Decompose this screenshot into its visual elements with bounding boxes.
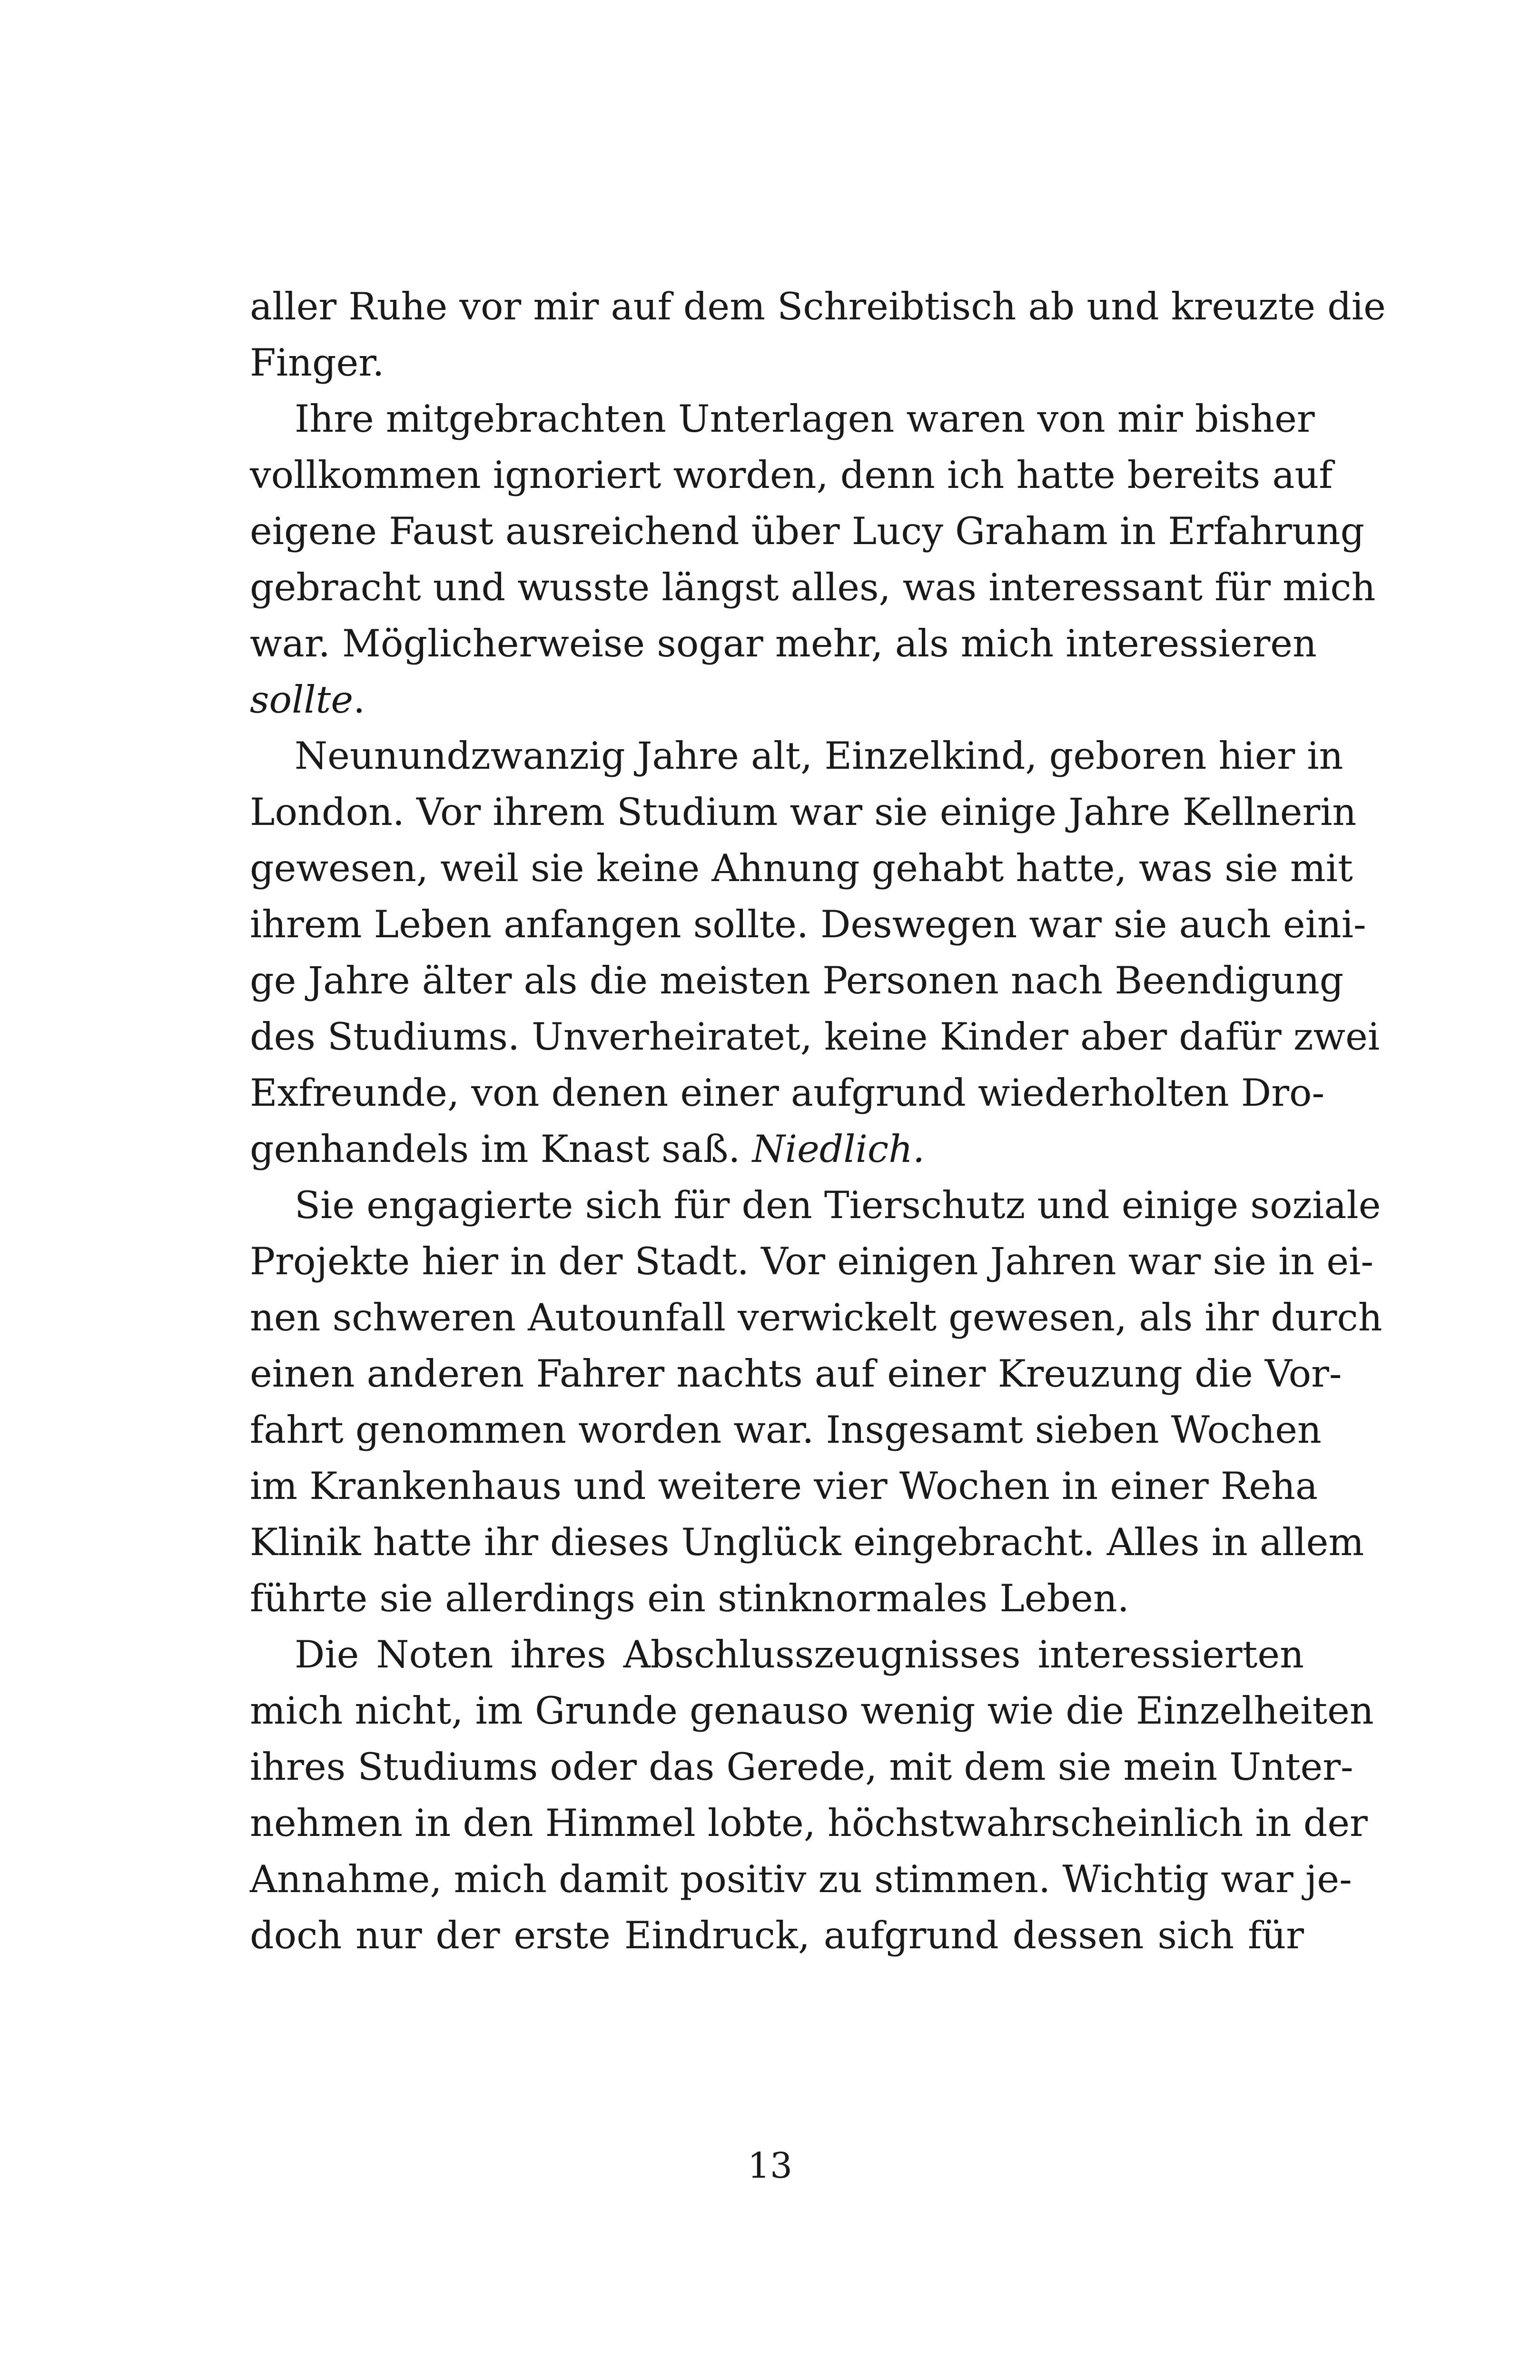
text-line	[250, 1121, 1304, 1177]
text-run: doch nur der erste Eindruck, aufgrund dessen sich für	[250, 1914, 1304, 1957]
text-run: ihrem Leben anfangen sollte. Deswegen war sie auch eini-	[250, 902, 1366, 946]
text-run: gewesen, weil sie keine Ahnung gehabt hatte, was sie mit	[250, 846, 1353, 890]
text-run: Projekte hier in der Stadt. Vor einigen Jahren war sie in ei-	[250, 1240, 1374, 1283]
text-line	[250, 896, 1366, 952]
text-line	[250, 784, 1357, 840]
text-run: Finger.	[250, 341, 385, 385]
text-run: Die Noten ihres Abschlusszeugnisses interessierten	[295, 1633, 1304, 1676]
text-run: eigene Faust ausreichend über Lucy Graham in Erfahrung	[250, 509, 1365, 553]
text-run: ge Jahre älter als die meisten Personen nach Beendigung	[250, 959, 1344, 1002]
text-run: nehmen in den Himmel lobte, höchstwahrscheinlich in der	[250, 1801, 1368, 1845]
text-line	[250, 728, 1343, 784]
text-run: einen anderen Fahrer nachts auf einer Kreuzung die Vor-	[250, 1352, 1342, 1396]
text-line	[250, 1177, 1381, 1233]
text-run: Sie engagierte sich für den Tierschutz und einige soziale	[295, 1183, 1381, 1227]
text-line	[250, 1739, 1353, 1795]
page-number: 13	[747, 2145, 793, 2186]
text-line	[250, 672, 1304, 728]
body-text	[250, 278, 1386, 1964]
text-line	[250, 952, 1344, 1009]
text-line	[250, 559, 1376, 615]
text-line	[250, 1514, 1364, 1570]
text-line	[250, 1795, 1368, 1851]
text-line	[250, 1065, 1325, 1121]
text-run: Neunundzwanzig Jahre alt, Einzelkind, geboren hier in	[295, 734, 1343, 778]
text-run: .	[353, 678, 365, 722]
text-line	[250, 335, 1304, 391]
text-line	[250, 391, 1315, 447]
text-run: Klinik hatte ihr dieses Unglück eingebracht. Alles in allem	[250, 1520, 1364, 1564]
text-run: des Studiums. Unverheiratet, keine Kinder aber dafür zwei	[250, 1015, 1380, 1059]
text-run: gebracht und wusste längst alles, was interessant für mich	[250, 565, 1376, 609]
text-line	[250, 1626, 1304, 1683]
text-line	[250, 840, 1353, 896]
text-run: aller Ruhe vor mir auf dem Schreibtisch ab und kreuzte die	[250, 285, 1386, 328]
emphasized-text: Niedlich.	[752, 1127, 925, 1171]
text-run: London. Vor ihrem Studium war sie einige Jahre Kellnerin	[250, 790, 1357, 834]
text-run: im Krankenhaus und weitere vier Wochen in einer Reha	[250, 1464, 1318, 1508]
text-run: fahrt genommen worden war. Insgesamt sieben Wochen	[250, 1408, 1322, 1452]
text-line	[250, 1907, 1304, 1964]
text-line	[250, 503, 1365, 559]
text-run: ihres Studiums oder das Gerede, mit dem sie mein Unter-	[250, 1745, 1353, 1789]
text-line	[250, 1346, 1342, 1402]
text-line	[250, 447, 1333, 503]
text-run: nen schweren Autounfall verwickelt gewesen, als ihr durch	[250, 1296, 1382, 1339]
text-run: Annahme, mich damit positiv zu stimmen. Wichtig war je-	[250, 1857, 1352, 1901]
text-line	[250, 1402, 1322, 1458]
text-line	[250, 1233, 1374, 1289]
text-line	[250, 1289, 1382, 1346]
text-run: war. Möglicherweise sogar mehr, als mich interessieren	[250, 622, 1317, 665]
text-run: vollkommen ignoriert worden, denn ich hatte bereits auf	[250, 453, 1333, 497]
text-run: mich nicht, im Grunde genauso wenig wie die Einzelheiten	[250, 1689, 1374, 1733]
text-run: genhandels im Knast saß.	[250, 1127, 752, 1171]
text-line	[250, 278, 1386, 335]
text-line	[250, 615, 1317, 672]
text-line	[250, 1683, 1374, 1739]
emphasized-text: sollte	[250, 678, 354, 722]
text-line	[250, 1009, 1380, 1065]
text-line	[250, 1851, 1352, 1907]
text-line	[250, 1570, 1304, 1626]
text-run: Ihre mitgebrachten Unterlagen waren von mir bisher	[295, 397, 1315, 441]
text-run: führte sie allerdings ein stinknormales Leben.	[250, 1577, 1129, 1620]
text-run: Exfreunde, von denen einer aufgrund wiederholten Dro-	[250, 1071, 1325, 1115]
text-line	[250, 1458, 1318, 1514]
